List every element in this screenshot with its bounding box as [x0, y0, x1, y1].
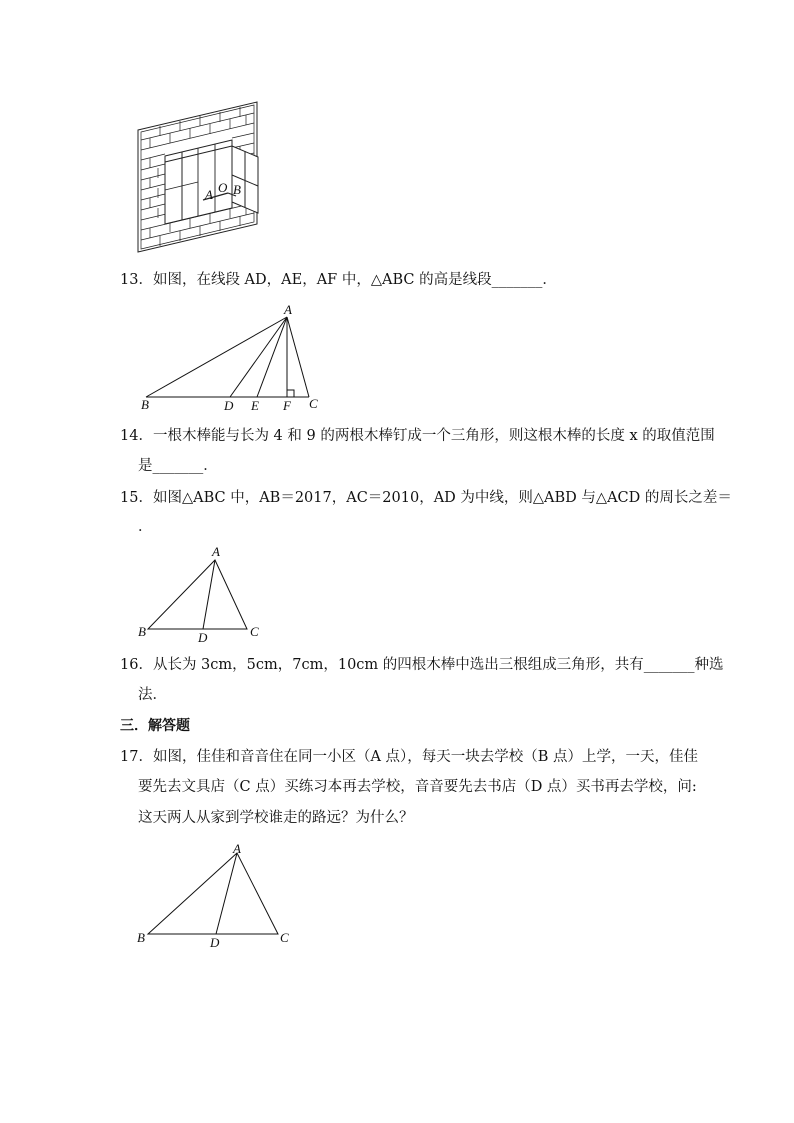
- q17-label-b: B: [137, 930, 145, 945]
- q17-label-d: D: [210, 935, 220, 950]
- q16-line1: 16．从长为 3cm，5cm，7cm，10cm 的四根木棒中选出三根组成三角形，共有_______种选: [120, 657, 724, 673]
- q17-line2: 要先去文具店（C 点）买练习本再去学校，音音要先去书店（D 点）买书再去学校，问:: [138, 779, 697, 795]
- q13-label-e: E: [251, 398, 259, 413]
- q13-text: 13．如图，在线段 AD，AE，AF 中，△ABC 的高是线段_______．: [120, 272, 557, 288]
- window-label-a: A: [205, 187, 213, 202]
- window-label-o: O: [218, 180, 228, 195]
- q15-line2: ．: [138, 519, 153, 535]
- q16-line2: 法．: [138, 687, 167, 703]
- q13-label-d: D: [224, 398, 234, 413]
- q15-label-a: A: [212, 544, 220, 559]
- q15-line1: 15．如图△ABC 中，AB＝2017，AC＝2010，AD 为中线，则△ABD 与△ACD 的周长之差＝: [120, 490, 732, 506]
- q15-label-b: B: [138, 624, 146, 639]
- q13-label-b: B: [141, 397, 149, 412]
- q17-line1: 17．如图，佳佳和音音住在同一小区（A 点），每天一块去学校（B 点）上学，一天，佳佳: [120, 749, 699, 765]
- q17-label-c: C: [280, 930, 289, 945]
- window-label-b: B: [233, 182, 241, 197]
- q17-label-a: A: [233, 841, 241, 856]
- section-heading: 三．解答题: [120, 718, 190, 734]
- q17-line3: 这天两人从家到学校谁走的路远？为什么？: [138, 810, 414, 826]
- q14-line1: 14．一根木棒能与长为 4 和 9 的两根木棒钉成一个三角形，则这根木棒的长度 x 的取值范围: [120, 428, 715, 444]
- q15-label-d: D: [198, 630, 208, 645]
- q13-label-a: A: [284, 302, 292, 317]
- q14-line2: 是_______．: [138, 458, 218, 474]
- q15-label-c: C: [250, 624, 259, 639]
- q13-label-c: C: [309, 396, 318, 411]
- q13-label-f: F: [283, 398, 291, 413]
